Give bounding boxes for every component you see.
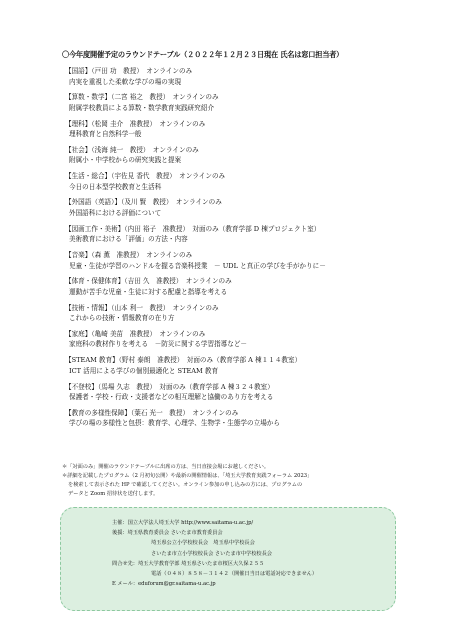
page-title: 〇今年度開催予定のラウンドテーブル（２０２２年１２月２３日現在 氏名は窓口担当者）	[62, 50, 344, 59]
list-item	[65, 303, 435, 329]
entry-heading: 【図画工作・美術】（内田 裕子 准教授） 対面のみ（教育学部 D 棟プロジェクト室）	[65, 224, 321, 233]
entry-topic: 理科教育と自然科学一般	[69, 130, 142, 139]
list-item	[65, 145, 435, 171]
list-item	[65, 92, 435, 118]
note-line: ＊「対面のみ」開催のラウンドテーブルに出席の方は、当日直接会場にお越しください。	[62, 464, 270, 470]
entry-heading: 【生活・総合】（宇佐見 香代 教授） オンラインのみ	[65, 172, 226, 181]
sponsor-line: 埼玉県公立小学校校長会 埼玉県中学校長会	[151, 540, 255, 547]
note-line: を検索して表示された HP で確認してください。オンライン参加の申し込みの方には、プログラムの	[68, 482, 303, 488]
entry-heading: 【社会】（浅海 純一 教授） オンラインのみ	[65, 145, 199, 154]
email-line: E メール：eduforum@gr.saitama-u.ac.jp	[112, 581, 216, 588]
entry-topic: 外国語科における評価について	[69, 208, 162, 217]
host-line: 主催：国立大学法人埼玉大学 http://www.saitama-u.ac.jp/	[112, 520, 254, 526]
entry-topic: 附属学校教員による算数・数学教育実践研究紹介	[69, 103, 215, 112]
list-item	[65, 119, 435, 145]
entry-topic: ICT 活用による学びの個別最適化と STEAM 教育	[69, 366, 219, 375]
entry-topic: これからの技術・情報教育の在り方	[69, 314, 175, 323]
entry-heading: 【技術・情報】（山本 利一 教授） オンラインのみ	[65, 303, 219, 312]
entry-heading: 【音楽】（森 薫 准教授） オンラインのみ	[65, 251, 193, 260]
list-item	[65, 276, 435, 302]
list-item	[65, 250, 435, 276]
sponsor-line: 後援：埼玉県教育委員会 さいたま市教育委員会	[112, 530, 223, 537]
notes-section	[62, 463, 392, 499]
list-item	[65, 382, 435, 408]
entry-topic: 家庭科の教材作りを考える －防災に関する学習指導など－	[69, 340, 248, 349]
entry-topic: 内実を重視した柔軟な学びの場の実現	[69, 77, 182, 86]
entry-topic: 学びの場の多様性と包摂：教育学、心理学、生物学・生態学の立場から	[69, 419, 280, 428]
list-item	[65, 66, 435, 92]
entry-heading: 【教育の多様性保障】（葉石 光一 教授） オンラインのみ	[65, 408, 239, 417]
entry-heading: 【理科】（松岡 圭介 准教授） オンラインのみ	[65, 119, 206, 128]
entry-heading: 【STEAM 教育】（野村 泰朗 准教授） 対面のみ（教育学部 A 棟１１４教室）	[65, 356, 302, 365]
inquiry-line: 問合せ先：埼玉大学教育学部 埼玉県さいたま市桜区大久保２５５	[112, 560, 265, 567]
list-item	[65, 355, 435, 381]
contact-info	[112, 518, 387, 589]
entry-topic: 運動が苦手な児童・生徒に対する配慮と指導を考える	[69, 287, 228, 296]
entry-heading: 【家庭】（亀崎 美苗 准教授） オンラインのみ	[65, 329, 206, 338]
entry-heading: 【算数・数学】（二宮 裕之 教授） オンラインのみ	[65, 93, 219, 102]
note-line: データと Zoom 招待状を送付します。	[68, 491, 159, 497]
sponsor-line: さいたま市立小学校校長会 さいたま市中学校校長会	[151, 550, 272, 557]
entry-topic: 今日の日本型学校教育と生活科	[69, 182, 162, 191]
entry-topic: 美術教育における「評価」の方法・内容	[69, 235, 188, 244]
entry-heading: 【体育・保健体育】（吉田 久 准教授） オンラインのみ	[65, 277, 232, 286]
phone-line: 電話（０４８）８５８－３１４２（開催日当日は電話対応できません）	[151, 571, 318, 578]
list-item	[65, 329, 435, 355]
list-item	[65, 408, 435, 434]
roundtable-list	[65, 66, 435, 434]
list-item	[65, 197, 435, 223]
entry-topic: 保護者・学校・行政・支援者などの相互理解と協働のあり方を考える	[69, 393, 274, 402]
entry-heading: 【国語】（戸田 功 教授） オンラインのみ	[65, 67, 193, 75]
entry-heading: 【不登校】（馬場 久志 教授） 対面のみ（教育学部 A 棟３２４教室）	[65, 382, 274, 391]
note-line: ＊詳細を記載したプログラム（2 月初旬公開）や最新の開催情報は、「埼玉大学教育実践フォーラム 2023」	[62, 473, 313, 479]
entry-topic: 児童・生徒が学習のハンドルを握る音楽科授業 － UDL と真正の学びを手がかりに－	[69, 261, 326, 270]
entry-topic: 附属小・中学校からの研究実践と提案	[69, 156, 182, 165]
entry-heading: 【外国語（英語）】（及川 賢 教授） オンラインのみ	[65, 198, 222, 207]
list-item	[65, 171, 435, 197]
list-item	[65, 224, 435, 250]
